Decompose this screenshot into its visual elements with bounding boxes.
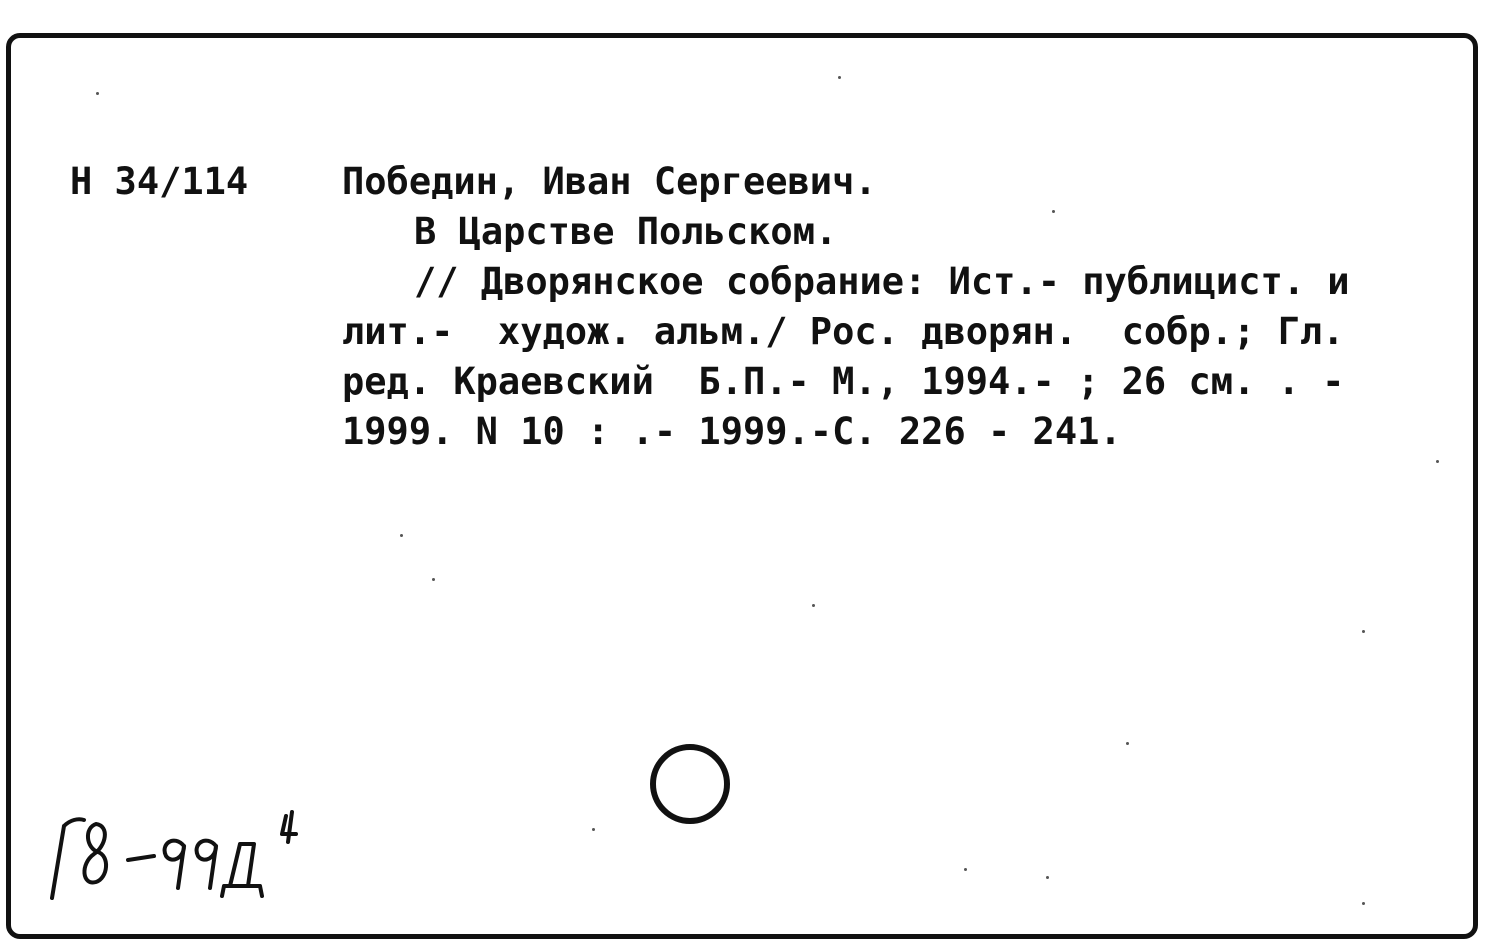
source-line-3: ред. Краевский Б.П.- М., 1994.- ; 26 см. . - bbox=[342, 360, 1345, 403]
source-line-4: 1999. N 10 : .- 1999.-С. 226 - 241. bbox=[342, 410, 1122, 453]
call-number: Н 34/114 bbox=[70, 160, 249, 203]
source-line-1: // Дворянское собрание: Ист.- публицист. и bbox=[414, 260, 1350, 303]
author-name: Победин, Иван Сергеевич. bbox=[342, 160, 877, 203]
source-line-2: лит.- худож. альм./ Рос. дворян. собр.; Гл. bbox=[342, 310, 1345, 353]
punch-hole-icon bbox=[650, 744, 730, 824]
work-title: В Царстве Польском. bbox=[414, 210, 838, 253]
handwritten-note bbox=[34, 790, 354, 910]
